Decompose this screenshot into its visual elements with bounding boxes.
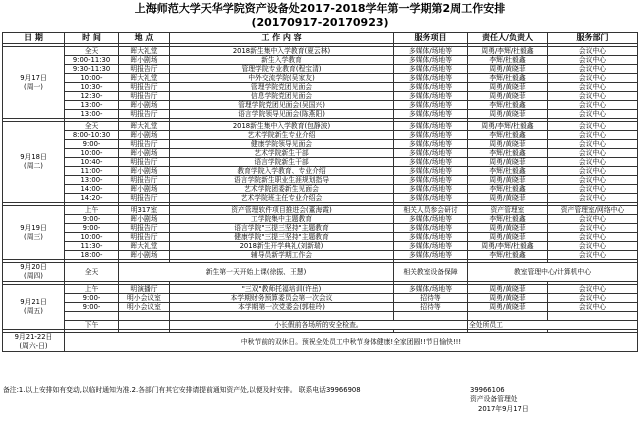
person-cell: 李辉/杜毅鑫	[468, 56, 548, 65]
schedule-table	[2, 32, 638, 352]
place-cell: 明报告厅	[119, 224, 170, 233]
table-row	[3, 122, 638, 131]
content-cell: 教育学院入学教育、专业介绍	[170, 167, 394, 176]
header-row	[3, 33, 638, 44]
service-cell: 多媒体/场地等	[394, 242, 468, 251]
dept-cell: 会议中心	[548, 92, 638, 101]
place-cell: 晖小剧场	[119, 101, 170, 110]
person-cell: 周勇/黄晓菲	[468, 224, 548, 233]
content-cell: 新生第一天开始上课(徐振、王慧)	[119, 263, 394, 282]
service-cell: 招待等	[394, 294, 468, 303]
person-cell: 李辉/杜毅鑫	[468, 74, 548, 83]
service-cell: 多媒体/场地等	[394, 56, 468, 65]
dept-cell: 会议中心	[548, 242, 638, 251]
document-title: 上海师范大学天华学院资产设备处2017-2018学年第一学期第2周工作安排	[134, 2, 506, 15]
person-cell: 教室管理中心/计算机中心	[468, 263, 638, 282]
date-cell: 9月21-22日 (周六-日)	[3, 333, 65, 352]
service-cell: 多媒体/场地等	[394, 194, 468, 203]
service-cell: 多媒体/场地等	[394, 110, 468, 119]
place-cell: 明317室	[119, 206, 170, 215]
person-cell: 周勇/黄晓菲	[468, 233, 548, 242]
person-cell: 李辉/杜毅鑫	[468, 167, 548, 176]
time-cell: 9:00-	[65, 215, 119, 224]
time-cell: 全天	[65, 122, 119, 131]
time-cell: 10:40-	[65, 158, 119, 167]
table-row	[3, 285, 638, 294]
content-cell: 2018新生开学典礼(刘新瑞)	[170, 242, 394, 251]
place-cell: 晖大礼堂	[119, 242, 170, 251]
time-cell: 9:00-	[65, 140, 119, 149]
date-cell: 9月21日 (周五)	[3, 285, 65, 330]
document-subtitle: (20170917-20170923)	[251, 16, 389, 29]
content-cell: 本学期财务预算委员会第一次会议	[170, 294, 394, 303]
content-cell: 健康学院"三提三坚持"主题教育	[170, 233, 394, 242]
dept-cell: 会议中心	[548, 47, 638, 56]
content-cell: 艺术学院新生专业介绍	[170, 131, 394, 140]
place-cell: 明报告厅	[119, 110, 170, 119]
content-cell: 艺术学院班主任专业介绍会	[170, 194, 394, 203]
time-cell: 9:00-	[65, 303, 119, 312]
time-cell: 13:00-	[65, 176, 119, 185]
content-cell: 管理学院党团见面会	[170, 83, 394, 92]
service-cell: 多媒体/场地等	[394, 92, 468, 101]
header-service: 服务项目	[394, 33, 468, 44]
dept-cell: 会议中心	[548, 110, 638, 119]
date-cell: 9月17日 (周一)	[3, 47, 65, 119]
dept-cell: 会议中心	[548, 131, 638, 140]
table-row	[3, 233, 638, 242]
service-cell: 多媒体/场地等	[394, 74, 468, 83]
service-cell: 多媒体/场地等	[394, 65, 468, 74]
person-cell: 周勇/黄晓菲	[468, 65, 548, 74]
time-cell: 10:00-	[65, 149, 119, 158]
table-row	[3, 158, 638, 167]
table-row	[3, 149, 638, 158]
dept-cell	[548, 312, 638, 321]
place-cell: 晖小剧场	[119, 56, 170, 65]
dept-cell: 会议中心	[548, 194, 638, 203]
person-cell: 李辉/杜毅鑫	[468, 149, 548, 158]
service-cell: 多媒体/场地等	[394, 158, 468, 167]
time-cell: 11:30-	[65, 242, 119, 251]
table-row	[3, 303, 638, 312]
content-cell: 资产管理软件项目推进会(董海霞)	[170, 206, 394, 215]
place-cell: 明报告厅	[119, 65, 170, 74]
dept-cell: 会议中心	[548, 65, 638, 74]
dept-cell: 会议中心	[548, 74, 638, 83]
place-cell: 晖大礼堂	[119, 74, 170, 83]
table-row	[3, 263, 638, 282]
person-cell: 李辉/杜毅鑫	[468, 215, 548, 224]
place-cell	[119, 321, 170, 330]
footer-date: 2017年9月17日	[478, 405, 529, 413]
place-cell: 晖小剧场	[119, 251, 170, 260]
service-cell: 多媒体/场地等	[394, 176, 468, 185]
content-cell: 小长假前各场所的安全检查。	[170, 321, 468, 330]
service-cell: 多媒体/场地等	[394, 233, 468, 242]
dept-cell: 会议中心	[548, 224, 638, 233]
table-row	[3, 47, 638, 56]
service-cell: 多媒体/场地等	[394, 47, 468, 56]
header-time: 时 间	[65, 33, 119, 44]
table-row	[3, 312, 638, 321]
service-cell: 全处所员工	[468, 321, 638, 330]
service-cell	[394, 312, 468, 321]
content-cell: 语言学院新生干部	[170, 158, 394, 167]
dept-cell: 会议中心	[548, 294, 638, 303]
place-cell: 晖小剧场	[119, 167, 170, 176]
footer-note: 备注:1.以上安排如有变动,以临时通知为准.2.各部门有其它安排请提前通知资产处,以便及时安排。 联系电话39966908	[3, 386, 361, 394]
content-cell: 语言学院领导见面会(陈燕阳)	[170, 110, 394, 119]
person-cell: 周勇/李辉/杜毅鑫	[468, 47, 548, 56]
table-row	[3, 333, 638, 352]
service-cell: 多媒体/场地等	[394, 224, 468, 233]
place-cell: 明报告厅	[119, 176, 170, 185]
header-dept: 服务部门	[548, 33, 638, 44]
table-row	[3, 185, 638, 194]
holiday-note: 中秋节前的双休日。预祝全处员工中秋节身体健康!全家团圆!!节日愉快!!!	[65, 333, 638, 352]
time-cell: 10:00-	[65, 74, 119, 83]
table-row	[3, 110, 638, 119]
content-cell: 辅导员新学期工作会	[170, 251, 394, 260]
content-cell: 管理学院专业教育(程宝清)	[170, 65, 394, 74]
person-cell: 周勇/黄晓菲	[468, 194, 548, 203]
service-cell: 多媒体/场地等	[394, 131, 468, 140]
place-cell: 明小会议室	[119, 303, 170, 312]
time-cell: 9:30-11:30	[65, 65, 119, 74]
footer-phone: 39966106	[470, 386, 505, 394]
time-cell: 10:00-	[65, 233, 119, 242]
content-cell: 中外交流学院(吴家友)	[170, 74, 394, 83]
person-cell: 周勇/李辉/杜毅鑫	[468, 242, 548, 251]
service-cell: 招待等	[394, 303, 468, 312]
content-cell: 健康学院领导见面会	[170, 140, 394, 149]
time-cell: 下午	[65, 321, 119, 330]
place-cell: 晖大礼堂	[119, 122, 170, 131]
footer-signature: 资产设备管理处	[470, 395, 518, 403]
table-row	[3, 215, 638, 224]
dept-cell: 资产管理室/网络中心	[548, 206, 638, 215]
person-cell: 李辉/杜毅鑫	[468, 131, 548, 140]
person-cell: 周勇/李辉/杜毅鑫	[468, 122, 548, 131]
content-cell: 本学期第一次党委会(郭桂玲)	[170, 303, 394, 312]
dept-cell: 会议中心	[548, 185, 638, 194]
service-cell: 多媒体/场地等	[394, 140, 468, 149]
place-cell: 晖小剧场	[119, 215, 170, 224]
table-row	[3, 140, 638, 149]
header-place: 地 点	[119, 33, 170, 44]
person-cell: 周勇/黄晓菲	[468, 176, 548, 185]
content-cell: 新生入学教育	[170, 56, 394, 65]
time-cell: 10:30-	[65, 83, 119, 92]
table-row	[3, 321, 638, 330]
place-cell: 晖小剧场	[119, 149, 170, 158]
service-cell: 多媒体/场地等	[394, 122, 468, 131]
place-cell: 明报告厅	[119, 92, 170, 101]
service-cell: 相关教室设备保障	[394, 263, 468, 282]
dept-cell: 会议中心	[548, 303, 638, 312]
table-row	[3, 224, 638, 233]
place-cell: 明报告厅	[119, 83, 170, 92]
person-cell	[468, 312, 548, 321]
table-row	[3, 65, 638, 74]
dept-cell: 会议中心	[548, 122, 638, 131]
time-cell: 13:00-	[65, 110, 119, 119]
content-cell: 工学院集中主题教育	[170, 215, 394, 224]
person-cell: 李辉/杜毅鑫	[468, 185, 548, 194]
content-cell: 信息学院党团见面会	[170, 92, 394, 101]
time-cell: 14:00-	[65, 185, 119, 194]
dept-cell: 会议中心	[548, 285, 638, 294]
time-cell: 11:00-	[65, 167, 119, 176]
time-cell: 上午	[65, 206, 119, 215]
place-cell: 明报告厅	[119, 140, 170, 149]
place-cell: 晖小剧场	[119, 185, 170, 194]
content-cell: 艺术学院团委新生见面会	[170, 185, 394, 194]
dept-cell: 会议中心	[548, 140, 638, 149]
header-content: 工 作 内 容	[170, 33, 394, 44]
service-cell: 多媒体/场地等	[394, 215, 468, 224]
table-row	[3, 101, 638, 110]
service-cell: 多媒体/场地等	[394, 185, 468, 194]
service-cell: 相关人员参会研讨	[394, 206, 468, 215]
content-cell: 艺术学院新生干部	[170, 149, 394, 158]
table-row	[3, 176, 638, 185]
time-cell: 全天	[65, 47, 119, 56]
time-cell: 13:00-	[65, 101, 119, 110]
content-cell: 语言学院新生职业生涯规划指导	[170, 176, 394, 185]
person-cell: 资产管理室	[468, 206, 548, 215]
dept-cell: 会议中心	[548, 158, 638, 167]
dept-cell: 会议中心	[548, 167, 638, 176]
time-cell: 9:00-11:30	[65, 56, 119, 65]
table-row	[3, 167, 638, 176]
place-cell: 明小会议室	[119, 294, 170, 303]
person-cell: 周勇/黄晓菲	[468, 285, 548, 294]
place-cell: 明报告厅	[119, 233, 170, 242]
dept-cell: 会议中心	[548, 56, 638, 65]
dept-cell: 会议中心	[548, 83, 638, 92]
time-cell: 全天	[65, 263, 119, 282]
table-row	[3, 131, 638, 140]
table-row	[3, 242, 638, 251]
content-cell: 管理学院党团见面会(吴国兴)	[170, 101, 394, 110]
table-row	[3, 206, 638, 215]
service-cell: 多媒体/场地等	[394, 101, 468, 110]
place-cell: 明报告厅	[119, 194, 170, 203]
place-cell: 晖小剧场	[119, 131, 170, 140]
dept-cell: 会议中心	[548, 101, 638, 110]
content-cell	[170, 312, 394, 321]
header-date: 日 期	[3, 33, 65, 44]
content-cell: 2018新生集中入学教育(包静波)	[170, 122, 394, 131]
person-cell: 周勇/黄晓菲	[468, 303, 548, 312]
service-cell: 多媒体/场地等	[394, 251, 468, 260]
dept-cell: 会议中心	[548, 251, 638, 260]
table-row	[3, 83, 638, 92]
content-cell: 语言学院"三提三坚持"主题教育	[170, 224, 394, 233]
place-cell: 晖大礼堂	[119, 47, 170, 56]
time-cell: 9:00-	[65, 294, 119, 303]
person-cell: 周勇/黄晓菲	[468, 110, 548, 119]
dept-cell: 会议中心	[548, 176, 638, 185]
person-cell: 周勇/黄晓菲	[468, 140, 548, 149]
time-cell	[65, 312, 119, 321]
date-cell: 9月19日 (周三)	[3, 206, 65, 260]
table-row	[3, 92, 638, 101]
time-cell: 12:30-	[65, 92, 119, 101]
place-cell: 明报告厅	[119, 158, 170, 167]
table-row	[3, 251, 638, 260]
table-row	[3, 74, 638, 83]
person-cell: 周勇/黄晓菲	[468, 92, 548, 101]
header-person: 责任人/负责人	[468, 33, 548, 44]
person-cell: 李辉/杜毅鑫	[468, 251, 548, 260]
content-cell: 2018新生集中入学教育(夏云林)	[170, 47, 394, 56]
table-row	[3, 56, 638, 65]
content-cell: "三双"教师托福培训(许岳)	[170, 285, 394, 294]
time-cell: 18:00-	[65, 251, 119, 260]
dept-cell: 会议中心	[548, 215, 638, 224]
time-cell: 8:00-10:30	[65, 131, 119, 140]
date-cell: 9月18日 (周二)	[3, 122, 65, 203]
service-cell: 多媒体/场地等	[394, 83, 468, 92]
dept-cell: 会议中心	[548, 233, 638, 242]
service-cell: 多媒体/场地等	[394, 285, 468, 294]
time-cell: 14:20-	[65, 194, 119, 203]
table-row	[3, 194, 638, 203]
place-cell: 明演播厅	[119, 285, 170, 294]
dept-cell: 会议中心	[548, 149, 638, 158]
place-cell	[119, 312, 170, 321]
person-cell: 周勇/黄晓菲	[468, 83, 548, 92]
date-cell: 9月20日 (周四)	[3, 263, 65, 282]
time-cell: 9:00-	[65, 224, 119, 233]
service-cell: 多媒体/场地等	[394, 149, 468, 158]
person-cell: 李辉/杜毅鑫	[468, 101, 548, 110]
person-cell: 周勇/黄晓菲	[468, 294, 548, 303]
service-cell: 多媒体/场地等	[394, 167, 468, 176]
time-cell: 上午	[65, 285, 119, 294]
table-row	[3, 294, 638, 303]
person-cell: 周勇/黄晓菲	[468, 158, 548, 167]
